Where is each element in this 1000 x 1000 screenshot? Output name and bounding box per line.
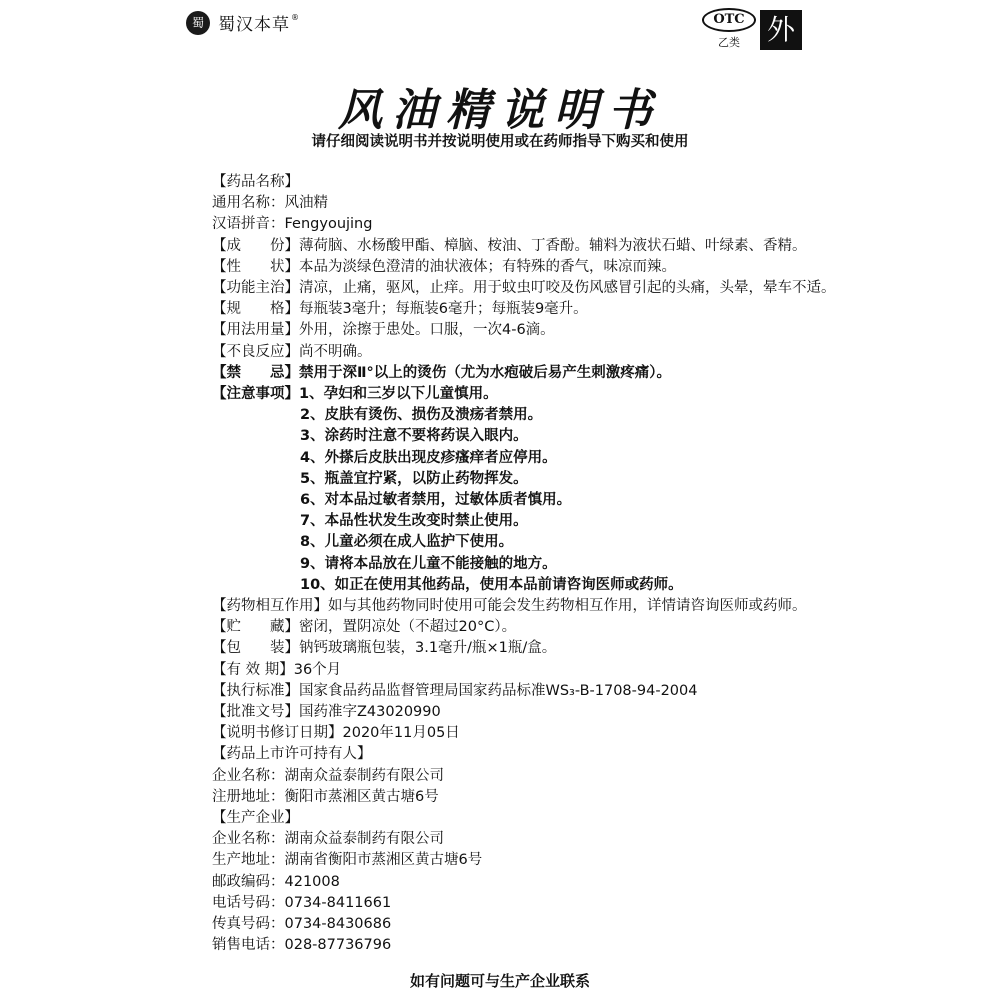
instruction-row: 8、儿童必须在成人监护下使用。 — [300, 534, 514, 551]
instruction-row: 【有 效 期】36个月 — [212, 661, 342, 678]
instruction-row: 【药品名称】 — [212, 174, 299, 190]
instruction-row: 【生产企业】 — [212, 810, 299, 826]
instruction-row: 【说明书修订日期】2020年11月05日 — [212, 725, 460, 742]
document-subtitle: 请仔细阅读说明书并按说明使用或在药师指导下购买和使用 — [311, 134, 689, 150]
instruction-row: 【用法用量】外用，涂擦于患处。口服，一次4-6滴。 — [212, 322, 555, 339]
instruction-row: 企业名称：湖南众益泰制药有限公司 — [212, 767, 444, 784]
instruction-row: 汉语拼音：Fengyoujing — [212, 216, 373, 233]
instruction-row: 【批准文号】国药准字Z43020990 — [212, 704, 441, 720]
instruction-row: 10、如正在使用其他药品，使用本品前请咨询医师或药师。 — [300, 576, 683, 593]
instruction-row: 2、皮肤有烫伤、损伤及溃疡者禁用。 — [300, 407, 543, 424]
instruction-row: 【药物相互作用】如与其他药物同时使用可能会发生药物相互作用，详情请咨询医师或药师。 — [212, 598, 807, 614]
external-use-badge: 外 — [760, 10, 802, 50]
instruction-row: 6、对本品过敏者禁用，过敏体质者慎用。 — [300, 492, 572, 508]
instruction-row: 销售电话：028-87736796 — [212, 937, 392, 954]
instruction-row: 邮政编码：421008 — [212, 873, 340, 890]
instruction-row: 传真号码：0734-8430686 — [212, 916, 392, 932]
registered-mark: ® — [291, 13, 299, 22]
brand-name: 蜀汉本草 — [218, 15, 290, 35]
document-title: 风油精说明书 — [338, 85, 662, 136]
instruction-row: 【功能主治】清凉，止痛，驱风，止痒。用于蚊虫叮咬及伤风感冒引起的头痛，头晕，晕车不适。 — [212, 280, 836, 296]
instruction-row: 【注意事项】1、孕妇和三岁以下儿童慎用。 — [212, 386, 498, 402]
instruction-row: 【包 装】钠钙玻璃瓶包装，3.1毫升/瓶×1瓶/盒。 — [212, 640, 557, 657]
instruction-row: 【执行标准】国家食品药品监督管理局国家药品标准WS₃-B-1708-94-2004 — [212, 682, 698, 699]
footer-note: 如有问题可与生产企业联系 — [409, 972, 590, 990]
brand-emblem-icon: 蜀 — [186, 11, 210, 35]
instruction-row: 5、瓶盖宜拧紧，以防止药物挥发。 — [300, 470, 528, 487]
brand-logo — [186, 10, 299, 35]
instruction-row: 4、外搽后皮肤出现皮疹瘙痒者应停用。 — [300, 449, 557, 466]
instruction-row: 【不良反应】尚不明确。 — [212, 343, 372, 360]
instruction-row: 电话号码：0734-8411661 — [212, 894, 392, 911]
instruction-row: 企业名称：湖南众益泰制药有限公司 — [212, 831, 444, 848]
instruction-row: 通用名称：风油精 — [212, 195, 328, 212]
instruction-row: 【禁 忌】禁用于深Ⅱ°以上的烫伤（尤为水疱破后易产生刺激疼痛）。 — [212, 364, 672, 381]
instruction-row: 【规 格】每瓶装3毫升；每瓶装6毫升；每瓶装9毫升。 — [212, 301, 588, 318]
instruction-row: 9、请将本品放在儿童不能接触的地方。 — [300, 555, 557, 572]
instruction-row: 注册地址：衡阳市蒸湘区黄古塘6号 — [212, 788, 439, 805]
instruction-row: 【药品上市许可持有人】 — [212, 746, 372, 763]
instruction-row: 【性 状】本品为淡绿色澄清的油状液体；有特殊的香气，味凉而辣。 — [212, 258, 676, 275]
instruction-row: 3、涂药时注意不要将药误入眼内。 — [300, 428, 528, 445]
instruction-row: 生产地址：湖南省衡阳市蒸湘区黄古塘6号 — [212, 852, 483, 869]
instruction-row: 7、本品性状发生改变时禁止使用。 — [300, 513, 528, 530]
instruction-row: 【成 份】薄荷脑、水杨酸甲酯、樟脑、桉油、丁香酚。辅料为液状石蜡、叶绿素、香精。 — [212, 237, 807, 254]
instruction-row: 【贮 藏】密闭，置阴凉处（不超过20°C）。 — [212, 619, 517, 636]
otc-badge: OTC — [702, 8, 756, 32]
otc-class-label: 乙类 — [718, 36, 740, 49]
